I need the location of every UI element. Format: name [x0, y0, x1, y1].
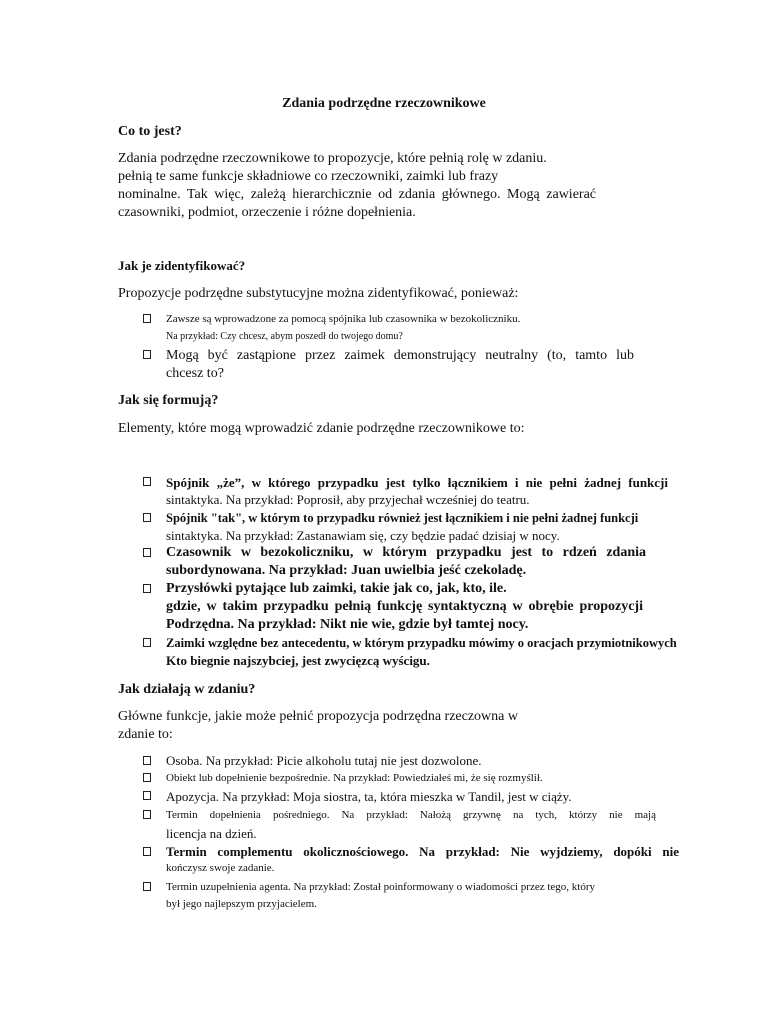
heading-what-is-it: Co to jest? [118, 124, 182, 139]
list-item-line: Obiekt lub dopełnienie bezpośrednie. Na przykład: Powiedziałeś mi, że się rozmyślił. [166, 772, 543, 784]
heading-how-they-work: Jak działają w zdaniu? [118, 682, 256, 697]
list-item-line: Podrzędna. Na przykład: Nikt nie wie, gdzie był tamtej nocy. [166, 617, 529, 632]
list-item-line: Osoba. Na przykład: Picie alkoholu tutaj nie jest dozwolone. [166, 753, 482, 768]
bullet-icon [143, 548, 151, 557]
bullet-icon [143, 314, 151, 323]
list-item-line: Na przykład: Czy chcesz, abym poszedł do twojego domu? [166, 331, 403, 342]
bullet-icon [143, 847, 151, 856]
bullet-icon [143, 584, 151, 593]
list-item-line: Termin dopełnienia pośredniego. Na przykład: Nałożą grzywnę na tych, którzy nie mają [166, 809, 656, 821]
list-item-line: chcesz to? [166, 366, 224, 381]
list-item-line: licencja na dzień. [166, 826, 257, 841]
section-intro: Elementy, które mogą wprowadzić zdanie podrzędne rzeczownikowe to: [118, 421, 525, 436]
paragraph-line: Zdania podrzędne rzeczownikowe to propozycje, które pełnią rolę w zdaniu. [118, 151, 547, 166]
section-intro: zdanie to: [118, 727, 173, 742]
list-item-line: sintaktyka. Na przykład: Zastanawiam się, czy będzie padać dzisiaj w nocy. [166, 528, 560, 543]
list-item-line: Termin uzupełnienia agenta. Na przykład: Został poinformowany o wiadomości przez tego, który [166, 881, 596, 893]
list-item-line: Spójnik „że”, w którego przypadku jest tylko łącznikiem i nie pełni żadnej funkcji [166, 475, 668, 490]
paragraph-line: nominalne. Tak więc, zależą hierarchicznie od zdania głównego. Mogą zawierać [118, 187, 596, 202]
list-item-line: Apozycja. Na przykład: Moja siostra, ta, która mieszka w Tandil, jest w ciąży. [166, 789, 572, 804]
bullet-icon [143, 791, 151, 800]
bullet-icon [143, 638, 151, 647]
bullet-icon [143, 350, 151, 359]
bullet-icon [143, 513, 151, 522]
bullet-icon [143, 882, 151, 891]
list-item-line: Spójnik "tak", w którym to przypadku również jest łącznikiem i nie pełni żadnej funkcji [166, 511, 639, 525]
list-item-line: Mogą być zastąpione przez zaimek demonstrujący neutralny (to, tamto lub [166, 348, 634, 363]
list-item-line: subordynowana. Na przykład: Juan uwielbia jeść czekoladę. [166, 563, 527, 578]
list-item-line: Czasownik w bezokoliczniku, w którym przypadku jest to rdzeń zdania [166, 545, 646, 560]
list-item-line: gdzie, w takim przypadku pełnią funkcję syntaktyczną w obrębie propozycji [166, 599, 643, 614]
section-intro: Propozycje podrzędne substytucyjne można zidentyfikować, ponieważ: [118, 286, 519, 301]
list-item-line: kończysz swoje zadanie. [166, 862, 275, 874]
list-item-line: był jego najlepszym przyjacielem. [166, 898, 317, 910]
bullet-icon [143, 756, 151, 765]
paragraph-line: pełnią te same funkcje składniowe co rzeczowniki, zaimki lub frazy [118, 169, 499, 184]
list-item-line: sintaktyka. Na przykład: Poprosił, aby przyjechał wcześniej do teatru. [166, 492, 530, 507]
document-title: Zdania podrzędne rzeczownikowe [282, 96, 486, 111]
paragraph-line: czasowniki, podmiot, orzeczenie i różne dopełnienia. [118, 205, 416, 220]
bullet-icon [143, 810, 151, 819]
list-item-line: Zaimki względne bez antecedentu, w którym przypadku mówimy o oracjach przymiotnikowych [166, 636, 677, 650]
heading-how-to-identify: Jak je zidentyfikować? [118, 258, 246, 273]
list-item-line: Kto biegnie najszybciej, jest zwycięzcą wyścigu. [166, 653, 430, 668]
list-item-line: Zawsze są wprowadzone za pomocą spójnika lub czasownika w bezokoliczniku. [166, 313, 521, 325]
bullet-icon [143, 477, 151, 486]
heading-how-formed: Jak się formują? [118, 393, 219, 408]
section-intro: Główne funkcje, jakie może pełnić propozycja podrzędna rzeczowna w [118, 709, 518, 724]
bullet-icon [143, 773, 151, 782]
list-item-line: Przysłówki pytające lub zaimki, takie jak co, jak, kto, ile. [166, 581, 507, 596]
list-item-line: Termin complementu okolicznościowego. Na przykład: Nie wyjdziemy, dopóki nie [166, 844, 679, 859]
